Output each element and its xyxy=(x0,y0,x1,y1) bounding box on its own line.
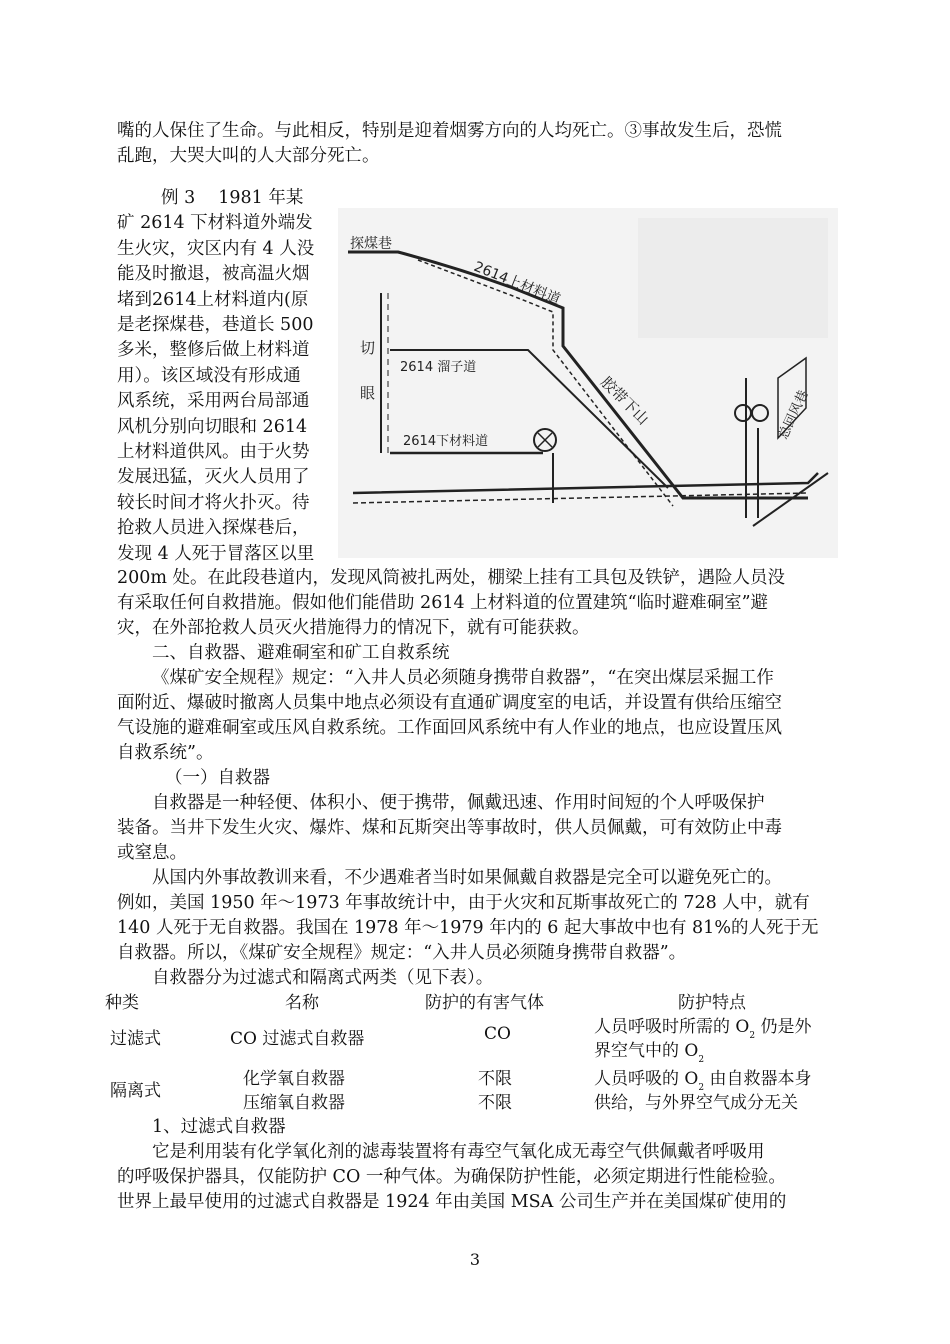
stat-line-4: 自救器。所以，《煤矿安全规程》规定：“入井人员必须随身携带自救器”。 xyxy=(117,943,687,963)
row2-sub: 2 xyxy=(698,1083,705,1093)
example3-left-column xyxy=(117,186,325,567)
ex3-line: 风系统，采用两台局部通 xyxy=(117,391,310,412)
filter-line-3: 世界上最早使用的过滤式自救器是 1924 年由美国 MSA 公司生产并在美国煤矿使用的 xyxy=(117,1192,787,1212)
label-belt-incline: 胶带下山 xyxy=(597,373,653,429)
ex3-line: 例 3 1981 年某 xyxy=(161,188,304,208)
row1-name: CO 过滤式自救器 xyxy=(230,1029,365,1049)
row2-gas-2: 不限 xyxy=(478,1093,512,1113)
ex3-line: 发现 4 人死于冒落区以里 xyxy=(117,543,315,564)
def-line-1: 自救器是一种轻便、体积小、便于携带，佩戴迅速、作用时间短的个人呼吸保护 xyxy=(152,793,765,813)
row1-gas: CO xyxy=(484,1024,511,1044)
ex3-line: 用）。该区域没有形成通 xyxy=(117,365,301,386)
row2-feature-2: 供给，与外界空气成分无关 xyxy=(594,1093,798,1113)
roadway-svg xyxy=(338,208,838,558)
table-row xyxy=(100,1012,850,1065)
faint-shading xyxy=(638,218,828,338)
reg-line-1: 《煤矿安全规程》规定：“入井人员必须随身携带自救器”，“在突出煤层采掘工作 xyxy=(152,668,774,688)
para1-line-2: 乱跑，大哭大叫的人大部分死亡。 xyxy=(117,146,380,166)
th-kind: 种类 xyxy=(105,993,139,1013)
th-feature: 防护特点 xyxy=(678,993,746,1013)
page-number: 3 xyxy=(469,1250,481,1269)
section2-heading: 二、自救器、避难硐室和矿工自救系统 xyxy=(152,643,450,663)
ex3-line: 较长时间才将火扑灭。待 xyxy=(117,492,310,513)
row1-feature-text: 人员呼吸时所需的 O xyxy=(594,1017,750,1037)
label-chute: 2614 溜子道 xyxy=(400,360,477,375)
ex3-line: 上材料道供风。由于火势 xyxy=(117,442,310,463)
label-yan: 眼 xyxy=(360,384,376,402)
label-lower-road: 2614下材料道 xyxy=(403,434,489,449)
label-return-airway: 总回风巷 xyxy=(776,388,812,442)
reg-line-3: 气设施的避难硐室或压风自救系统。工作面回风系统中有人作业的地点，也应设置压风 xyxy=(117,718,782,738)
row2-gas-1: 不限 xyxy=(478,1069,512,1089)
ex3-line: 发展迅猛，灭火人员用了 xyxy=(117,467,310,488)
row2-name-1: 化学氧自救器 xyxy=(243,1069,345,1089)
ex3-full-line-3: 灾，在外部抢救人员灭火措施得力的情况下，就有可能获救。 xyxy=(117,618,590,638)
ex3-line: 风机分别向切眼和 2614 xyxy=(117,416,308,437)
ex3-line: 能及时撤退，被高温火烟 xyxy=(117,264,310,285)
filter-line-2: 的呼吸保护器具，仅能防护 CO 一种气体。为确保防护性能，必须定期进行性能检验。 xyxy=(117,1167,786,1187)
ex3-line: 多米，整修后做上材料道 xyxy=(117,340,310,361)
row1-kind: 过滤式 xyxy=(110,1029,161,1049)
row1-sub: 2 xyxy=(749,1031,756,1041)
types-line: 自救器分为过滤式和隔离式两类（见下表）。 xyxy=(152,968,494,988)
th-name: 名称 xyxy=(285,993,319,1013)
table-header-row xyxy=(100,988,850,1012)
row1-sub-2: 2 xyxy=(698,1055,705,1065)
reg-line-2: 面附近、爆破时撤离人员集中地点必须设有直通矿调度室的电话，并设置有供给压缩空 xyxy=(117,693,782,713)
th-gas: 防护的有害气体 xyxy=(425,993,544,1013)
row1-feature-text-b: 仍是外 xyxy=(755,1017,812,1037)
mine-roadway-diagram xyxy=(338,208,838,558)
stat-line-3: 140 人死于无自救器。我国在 1978 年～1979 年内的 6 起大事故中也有 81%的人死于无 xyxy=(117,918,819,938)
ex3-line: 生火灾，灾区内有 4 人没 xyxy=(117,238,315,259)
table-row xyxy=(100,1064,850,1114)
stat-line-1: 从国内外事故教训来看，不少遇难者当时如果佩戴自救器是完全可以避免死亡的。 xyxy=(152,868,782,888)
row2-name-2: 压缩氧自救器 xyxy=(243,1093,345,1113)
label-upper-road: 2614上材料道 xyxy=(471,258,563,309)
row2-kind: 隔离式 xyxy=(110,1081,161,1101)
ex3-line: 堵到2614上材料道内(原 xyxy=(117,289,309,310)
ex3-line: 抢救人员进入探煤巷后， xyxy=(117,518,310,539)
stat-line-2: 例如，美国 1950 年～1973 年事故统计中，由于火灾和瓦斯事故死亡的 728 人中，就有 xyxy=(117,893,810,913)
row1-feature-text-c: 界空气中的 O xyxy=(594,1041,699,1061)
label-qie: 切 xyxy=(360,339,376,357)
def-line-3: 或窒息。 xyxy=(117,843,187,863)
def-line-2: 装备。当井下发生火灾、爆炸、煤和瓦斯突出等事故时，供人员佩戴，可有效防止中毒 xyxy=(117,818,782,838)
reg-line-4: 自救系统”。 xyxy=(117,743,214,763)
para1-line-1: 嘴的人保住了生命。与此相反，特别是迎着烟雾方向的人均死亡。③事故发生后，恐慌 xyxy=(117,121,782,141)
filter-line-1: 它是利用装有化学氧化剂的滤毒装置将有毒空气氧化成无毒空气供佩戴者呼吸用 xyxy=(152,1142,765,1162)
row1-feature-2 xyxy=(594,1036,704,1065)
ex3-line: 矿 2614 下材料道外端发 xyxy=(117,213,313,234)
ex3-full-line-1: 200m 处。在此段巷道内，发现风筒被扎两处，棚梁上挂有工具包及铁铲，遇险人员没 xyxy=(117,568,786,588)
ex3-line: 是老探煤巷，巷道长 500 xyxy=(117,315,314,336)
label-tanmei: 探煤巷 xyxy=(350,236,392,252)
row2-feature-text-b: 由自救器本身 xyxy=(704,1069,812,1089)
row2-feature-text: 人员呼吸的 O xyxy=(594,1069,699,1089)
filter-heading: 1、过滤式自救器 xyxy=(152,1117,286,1137)
self-rescuer-subheading: （一）自救器 xyxy=(165,768,270,788)
ex3-full-line-2: 有采取任何自救措施。假如他们能借助 2614 上材料道的位置建筑“临时避难硐室”避 xyxy=(117,593,769,613)
